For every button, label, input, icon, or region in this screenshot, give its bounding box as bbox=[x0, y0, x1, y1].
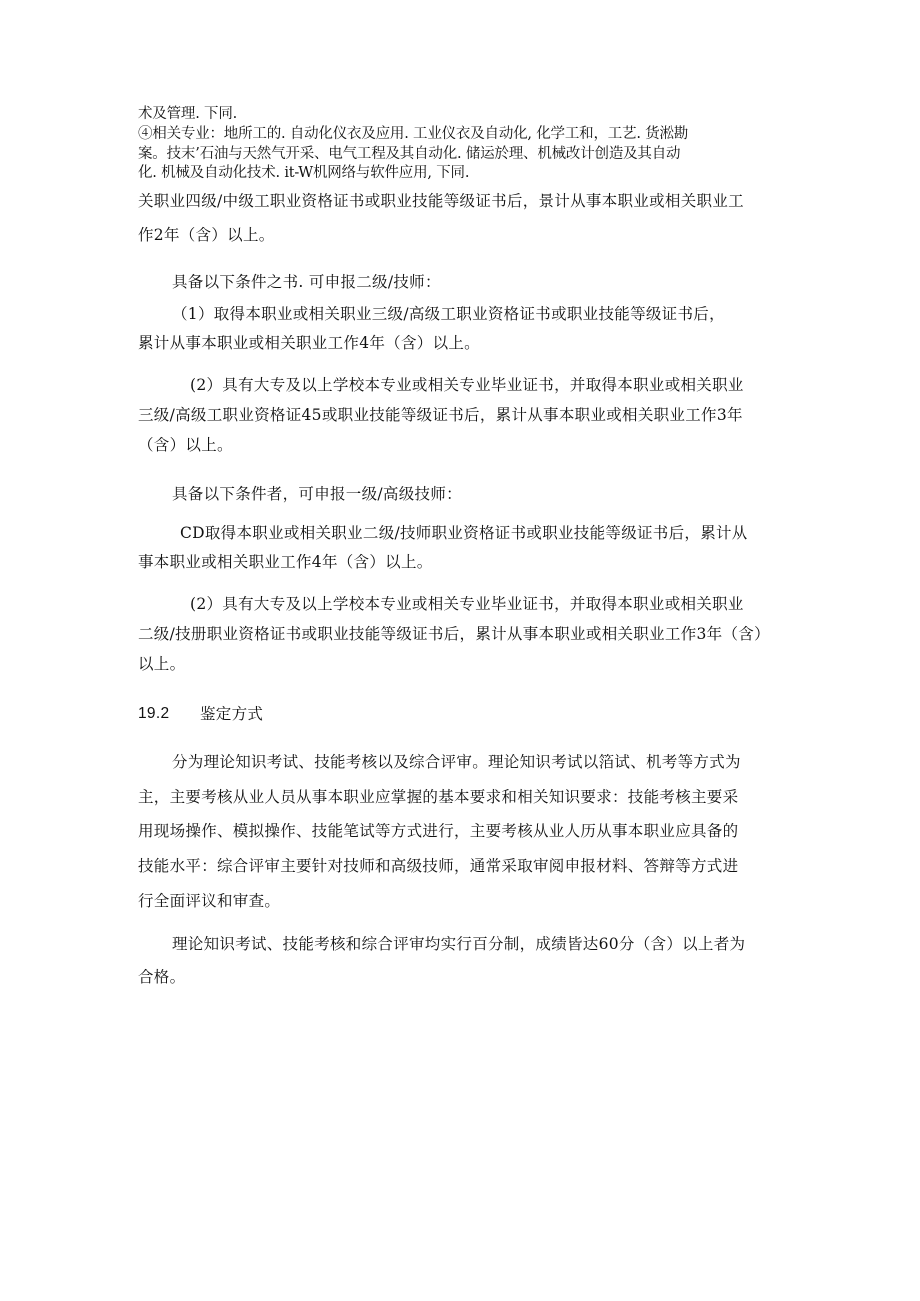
text-line: 具备以下条件者，可申报一级/高级技师： bbox=[172, 485, 462, 503]
text-line: 以上。 bbox=[138, 655, 186, 673]
text-line: 二级/技册职业资格证书或职业技能等级证书后，累计从事本职业或相关职业工作3年（含） bbox=[138, 625, 770, 643]
text-line: 分为理论知识考试、技能考核以及综合评审。理论知识考试以箔试、机考等方式为 bbox=[172, 753, 741, 771]
section-title: 鉴定方式 bbox=[200, 705, 264, 723]
text-line: （1）取得本职业或相关职业三级/高级工职业资格证书或职业技能等级证书后， bbox=[172, 305, 725, 323]
text-line: 技能水平：综合评审主要针对技师和高级技师，通常采取审阅申报材料、答辩等方式进 bbox=[138, 857, 739, 875]
text-line: (2）具有大专及以上学校本专业或相关专业毕业证书，并取得本职业或相关职业 bbox=[190, 376, 744, 394]
text-line: 具备以下条件之书. 可申报二级/技师： bbox=[172, 273, 441, 291]
text-line: ④相关专业：地所工的. 自动化仪衣及应用. 工业仪衣及自动化, 化学工和，工艺. 货淞勘 bbox=[138, 126, 689, 142]
section-number: 19.2 bbox=[138, 705, 170, 722]
text-line: 主，主要考核从业人员从事本职业应掌握的基本要求和相关知识要求：技能考核主要采 bbox=[138, 788, 739, 806]
text-line: 作2年（含）以上。 bbox=[138, 226, 275, 244]
text-line: 三级/高级工职业资格证45或职业技能等级证书后，累计从事本职业或相关职业工作3年 bbox=[138, 406, 743, 424]
text-line: (2）具有大专及以上学校本专业或相关专业毕业证书，并取得本职业或相关职业 bbox=[190, 595, 744, 613]
text-line: 关职业四级/中级工职业资格证书或职业技能等级证书后，景计从事本职业或相关职业工 bbox=[138, 192, 744, 210]
text-line: 累计从事本职业或相关职业工作4年（含）以上。 bbox=[138, 334, 480, 352]
text-line: 行全面评议和审查。 bbox=[138, 892, 281, 910]
text-line: （含）以上。 bbox=[138, 436, 233, 454]
text-line: 合格。 bbox=[138, 968, 186, 986]
text-line: 案。技末’石油与天然气开采、电气工程及其自动化. 储运於理、机械改计创造及其自动 bbox=[138, 146, 681, 162]
text-line: 理论知识考试、技能考核和综合评审均实行百分制，成绩皆达60分（含）以上者为 bbox=[172, 935, 746, 953]
text-line: CD取得本职业或相关职业二级/技师职业资格证书或职业技能等级证书后，累计从 bbox=[180, 524, 748, 542]
text-line: 事本职业或相关职业工作4年（含）以上。 bbox=[138, 553, 433, 571]
text-line: 术及管理. 下同. bbox=[138, 106, 238, 122]
text-line: 化. 机械及自动化技术. it-W机网络与软件应用, 下同. bbox=[138, 165, 470, 181]
text-line: 用现场操作、模拟操作、技能笔试等方式进行，主要考核从业人历从事本职业应具备的 bbox=[138, 822, 739, 840]
